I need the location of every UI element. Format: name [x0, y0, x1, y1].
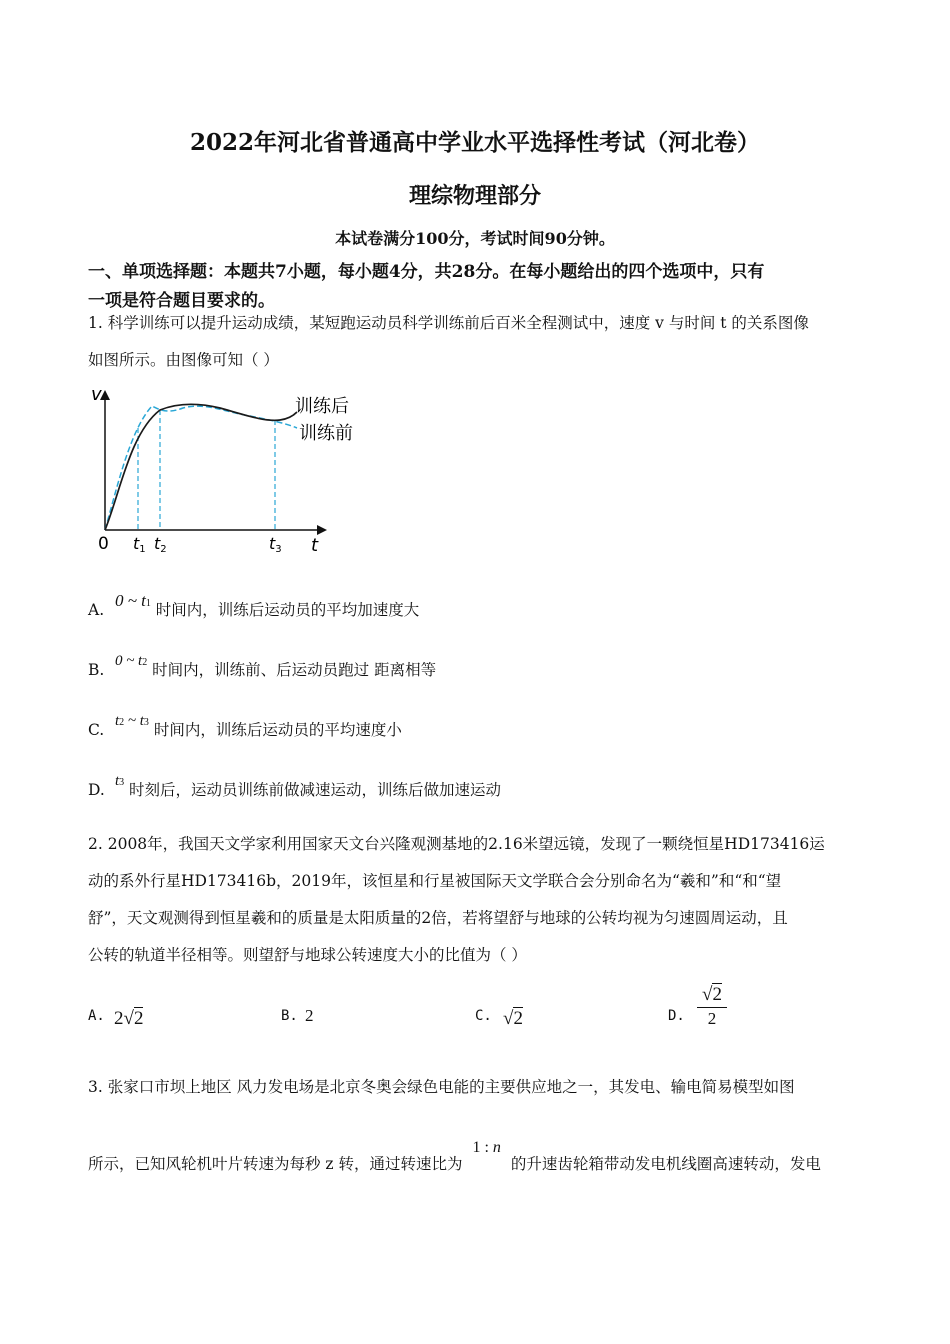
q1-option-c-text: 时间内，训练后运动员的平均速度小	[153, 721, 402, 739]
q2-option-b-letter: B.	[281, 1008, 298, 1024]
q1-option-a[interactable]	[88, 591, 420, 620]
q1-graph-curve-before	[105, 406, 297, 530]
q1-graph-x-label: t	[311, 535, 319, 556]
q1-option-d-text: 时刻后，运动员训练前做减速运动，训练后做加速运动	[129, 781, 502, 799]
q1-graph-tick-t2: t2	[154, 534, 167, 555]
q2-option-a-letter: A.	[88, 1008, 105, 1024]
fraction-denominator: 2	[707, 1009, 717, 1028]
q2-option-d-letter: D.	[668, 1008, 685, 1024]
exam-note: 本试卷满分100分，考试时间90分钟。	[335, 229, 615, 248]
q1-option-a-letter: A.	[88, 601, 105, 619]
q1-option-c-math: t2 ~ t3	[114, 713, 149, 729]
q1-option-c[interactable]	[88, 713, 402, 740]
q1-stem-line2: 如图所示。由图像可知（ ）	[88, 351, 279, 369]
q1-graph-tick-t1: t1	[133, 534, 146, 555]
q2-option-c-value[interactable]: √2	[503, 1008, 523, 1029]
q3-stem-line2: 所示，已知风轮机叶片转速为每秒 z 转，通过转速比为 1 : n 的升速齿轮箱带动发电机线圈高速转动，发电	[88, 1139, 821, 1173]
sqrt-icon: √	[702, 984, 713, 1005]
q1-graph-origin: 0	[98, 534, 109, 554]
q1-option-b-letter: B.	[88, 661, 105, 679]
q2-stem-line4: 公转的轨道半径相等。则望舒与地球公转速度大小的比值为（ ）	[88, 946, 527, 964]
q1-option-c-letter: C.	[88, 721, 105, 739]
q1-stem-line1: 1. 科学训练可以提升运动成绩，某短跑运动员科学训练前后百米全程测试中，速度 v 与时间 t 的关系图像	[88, 314, 809, 332]
q1-graph-legend-after: 训练后	[295, 396, 349, 417]
q2-stem-line2: 动的系外行星HD173416b，2019年，该恒星和行星被国际天文学联合会分别命名为“羲和”和“和“望	[88, 872, 782, 890]
q3-stem-line1: 3. 张家口市坝上地区 风力发电场是北京冬奥会绿色电能的主要供应地之一，其发电、输电简易模型如图	[88, 1078, 795, 1096]
fraction-numerator: √2	[697, 984, 727, 1008]
q1-option-a-text: 时间内，训练后运动员的平均加速度大	[155, 601, 420, 619]
paper-subtitle: 理综物理部分	[408, 183, 541, 209]
q1-option-b[interactable]	[88, 653, 437, 680]
q1-velocity-time-graph	[85, 378, 353, 564]
q3-gear-ratio: 1 : n	[472, 1139, 501, 1156]
q2-option-b-value[interactable]: 2	[305, 1006, 314, 1025]
section-heading-line2: 一项是符合题目要求的。	[88, 291, 275, 311]
q2-option-c-letter: C.	[475, 1008, 492, 1024]
q1-option-a-math: 0 ~ t1	[114, 591, 151, 610]
q1-graph-y-label: v	[91, 384, 102, 405]
q1-option-d[interactable]	[88, 773, 502, 800]
paper-title: 2022年河北省普通高中学业水平选择性考试（河北卷）	[189, 129, 760, 156]
q2-stem-line3: 舒”，天文观测得到恒星羲和的质量是太阳质量的2倍，若将望舒与地球的公转均视为匀速圆周运动，且	[88, 909, 788, 927]
q2-stem-line1: 2. 2008年，我国天文学家利用国家天文台兴隆观测基地的2.16米望远镜，发现了一颗绕恒星HD173416运	[88, 835, 825, 853]
sqrt-icon: √	[123, 1008, 134, 1029]
q1-graph-curve-after	[105, 404, 297, 530]
section-heading-line1: 一、单项选择题：本题共7小题，每小题4分，共28分。在每小题给出的四个选项中，只有	[88, 262, 765, 282]
q1-graph-legend-before: 训练前	[299, 423, 353, 444]
q1-graph-tick-t3: t3	[269, 534, 282, 555]
q2-option-a-value[interactable]: 2√2	[114, 1008, 144, 1029]
q1-option-b-math: 0 ~ t2	[114, 653, 148, 669]
q2-option-d-value[interactable]	[697, 984, 727, 1029]
q1-option-d-math: t3	[114, 773, 125, 789]
sqrt-icon: √	[503, 1008, 514, 1029]
q1-option-b-text: 时间内，训练前、后运动员跑过 距离相等	[152, 661, 437, 679]
q1-option-d-letter: D.	[88, 781, 105, 799]
